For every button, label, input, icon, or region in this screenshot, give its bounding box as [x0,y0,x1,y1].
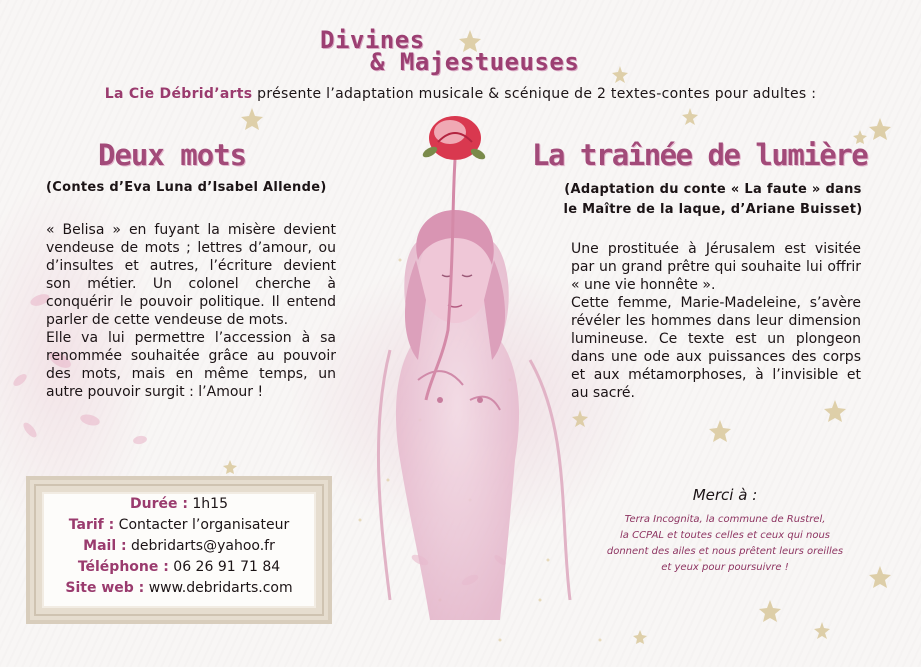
right-subtitle-line: (Adaptation du conte « La faute » dans [564,182,862,197]
right-subtitle-line: le Maître de la laque, d’Ariane Buisset) [563,202,863,217]
star-icon [612,66,628,83]
website-label: Site web : [65,580,145,596]
right-paragraph: Cette femme, Marie-Madeleine, s’avère révéler les hommes dans leur dimension lumineuse. Ce texte est un plongeon dans une ode aux puissances des corps et aux métamorphoses, à l’invisible et au sacré. [571,295,861,401]
star-icon [241,108,263,130]
left-subtitle: (Contes d’Eva Luna d’Isabel Allende) [46,180,327,195]
telephone-value: 06 26 91 71 84 [168,559,281,575]
left-description [46,221,336,401]
thanks-line: et yeux pour poursuivre ! [661,562,789,573]
rose-icon [421,116,487,161]
telephone-row [30,557,328,578]
woman-figure-illustration [330,100,580,660]
mail-row [30,536,328,557]
thanks-title: Merci à : [692,486,758,504]
left-paragraph: Elle va lui permettre l’accession à sa renommée souhaitée grâce au pouvoir des mots, mais en même temps, un autre pouvoir surgit : l’Amour ! [46,330,336,400]
left-heading: Deux mots [98,138,247,172]
website-row [30,578,328,599]
info-block [30,494,328,599]
mail-label: Mail : [83,538,127,554]
star-icon [814,622,830,639]
right-description [571,240,861,402]
title-divines: Divines [320,26,425,54]
duree-label: Durée : [129,496,188,512]
thanks-text [600,512,850,576]
thanks-line: donnent des ailes et nous prêtent leurs oreilles [606,546,844,557]
star-icon [759,600,781,622]
thanks-line: la CCPAL et toutes celles et ceux qui nous [620,530,830,541]
tarif-row [30,515,328,536]
intro-line [0,86,921,102]
star-icon [869,566,891,588]
mail-value[interactable]: debridarts@yahoo.fr [126,538,275,554]
right-paragraph: Une prostituée à Jérusalem est visitée par un grand prêtre qui souhaite lui offrir « une vie honnête ». [571,241,861,293]
telephone-label: Téléphone : [77,559,169,575]
star-icon [682,108,698,125]
title-majestueuses: & Majestueuses [370,48,580,76]
left-paragraph: « Belisa » en fuyant la misère devient vendeuse de mots ; lettres d’amour, ou d’insultes et autres, l’écriture devient son métier. Un colonel cherche à conquérir le pouvoir politique. Il entend parler de cette vendeuse de mots. [46,222,336,328]
star-icon [869,118,891,140]
right-heading: La traînée de lumière [532,138,868,172]
star-icon [223,460,237,474]
star-icon [824,400,846,422]
star-icon [709,420,731,442]
duree-value: 1h15 [187,496,228,512]
thanks-line: Terra Incognita, la commune de Rustrel, [624,514,826,525]
intro-text: présente l’adaptation musicale & scénique de 2 textes-contes pour adultes : [252,86,817,102]
right-subtitle [552,180,874,220]
tarif-value: Contacter l’organisateur [114,517,290,533]
duree-row [30,494,328,515]
website-link[interactable]: www.debridarts.com [144,580,293,596]
tarif-label: Tarif : [68,517,115,533]
company-name: La Cie Débrid’arts [104,86,253,102]
star-icon [633,630,647,644]
